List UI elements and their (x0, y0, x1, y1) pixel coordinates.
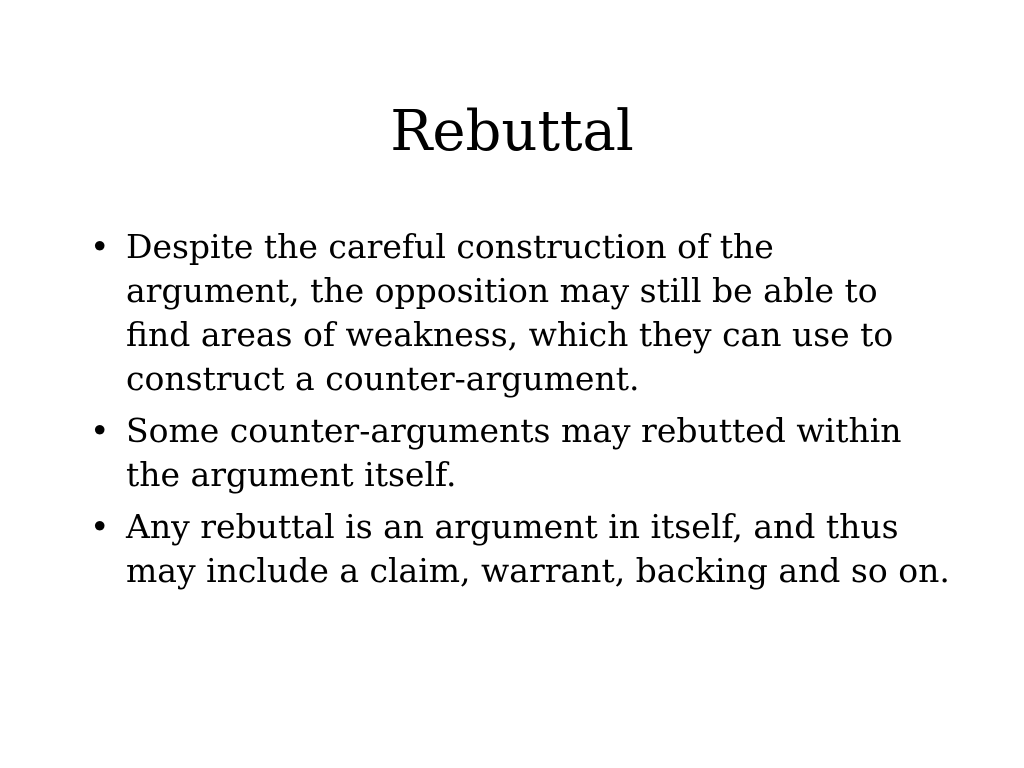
bullet-list (90, 225, 950, 601)
bullet-point-icon: • (90, 507, 110, 546)
bullet-point-icon: • (90, 227, 110, 266)
bullet-item (90, 505, 950, 593)
bullet-item (90, 409, 950, 497)
bullet-text: Despite the careful construction of the argument, the opposition may still be able to find areas of weakness, which they can use to construct a counter-argument. (126, 227, 894, 398)
bullet-text: Some counter-arguments may rebutted within the argument itself. (126, 411, 902, 494)
bullet-text: Any rebuttal is an argument in itself, and thus may include a claim, warrant, backing and so on. (126, 507, 950, 590)
slide-title: Rebuttal (390, 99, 634, 164)
bullet-item (90, 225, 950, 401)
bullet-point-icon: • (90, 411, 110, 450)
